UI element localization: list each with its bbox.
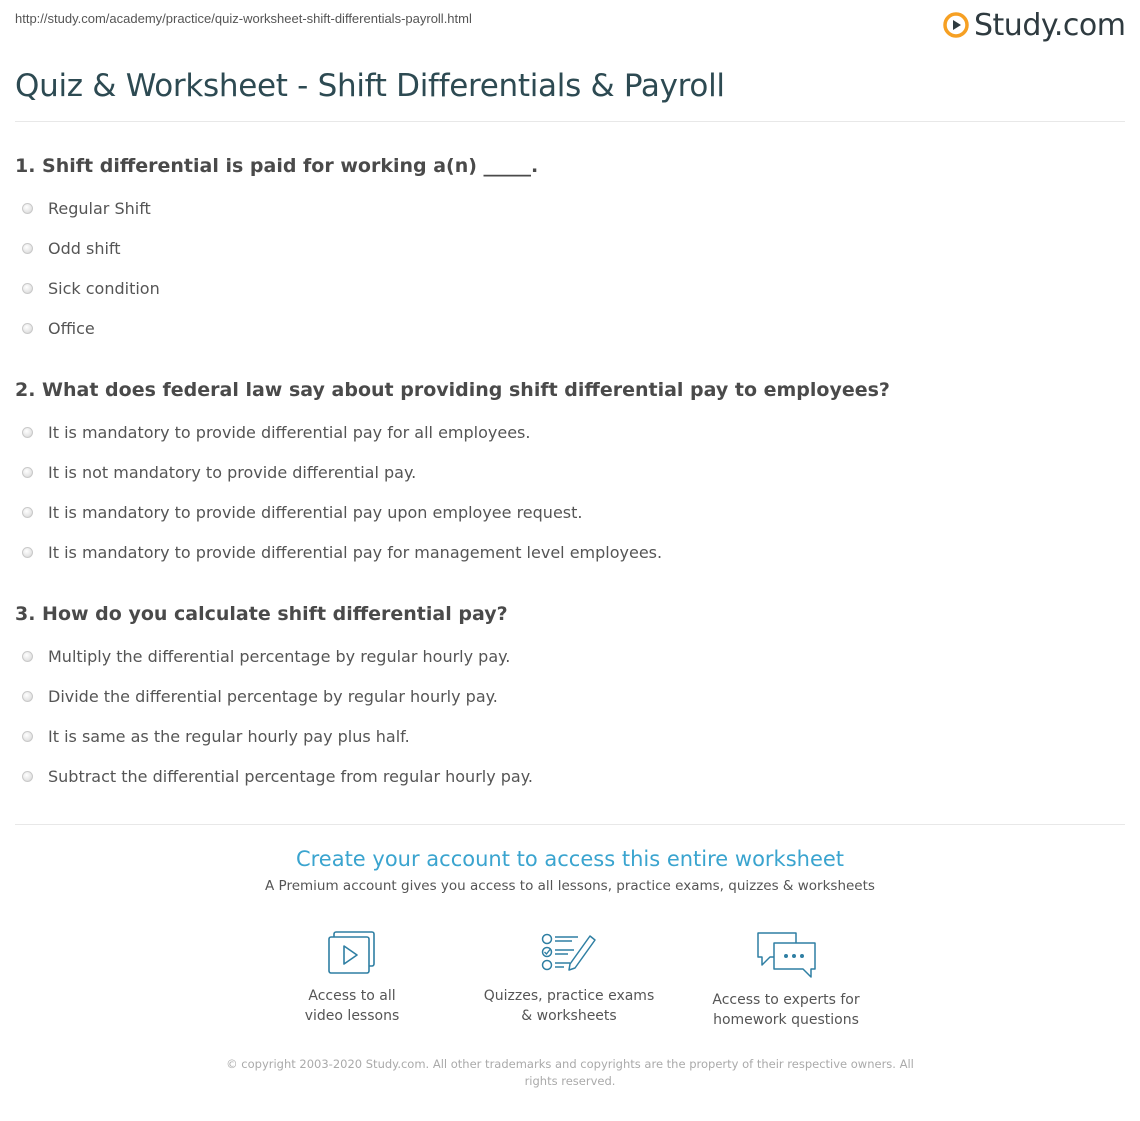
- chat-bubbles-icon: [754, 930, 818, 980]
- answer-label: Divide the differential percentage by regular hourly pay.: [48, 686, 498, 706]
- radio-button[interactable]: [22, 547, 33, 558]
- radio-button[interactable]: [22, 731, 33, 742]
- answer-label: It is not mandatory to provide differential pay.: [48, 462, 417, 482]
- feature-label: Access to experts for homework questions: [712, 992, 860, 1028]
- play-circle-icon: [943, 12, 969, 38]
- video-lessons-icon: [326, 930, 378, 976]
- study-logo[interactable]: [943, 5, 1125, 45]
- answer-label: It is mandatory to provide differential pay upon employee request.: [48, 502, 583, 522]
- answer-label: Multiply the differential percentage by regular hourly pay.: [48, 646, 511, 666]
- radio-button[interactable]: [22, 771, 33, 782]
- answer-option[interactable]: [22, 725, 410, 747]
- feature-video-lessons: [252, 930, 452, 1026]
- radio-button[interactable]: [22, 507, 33, 518]
- copyright-notice: © copyright 2003-2020 Study.com. All other trademarks and copyrights are the property of their respective owners. All rights reserved.: [226, 1057, 914, 1088]
- create-account-link[interactable]: Create your account to access this entire worksheet: [295, 847, 845, 871]
- feature-quizzes: [469, 930, 669, 1026]
- radio-button[interactable]: [22, 243, 33, 254]
- answer-label: It is mandatory to provide differential pay for management level employees.: [48, 542, 663, 562]
- answer-label: Subtract the differential percentage from regular hourly pay.: [48, 766, 533, 786]
- answer-option[interactable]: [22, 685, 498, 707]
- answer-option[interactable]: [22, 541, 662, 563]
- answer-option[interactable]: [22, 421, 530, 443]
- answer-label: It is mandatory to provide differential pay for all employees.: [48, 422, 531, 442]
- answer-label: Office: [48, 318, 95, 338]
- page-title: Quiz & Worksheet - Shift Differentials & Payroll: [15, 68, 725, 104]
- radio-button[interactable]: [22, 467, 33, 478]
- page-url: http://study.com/academy/practice/quiz-worksheet-shift-differentials-payroll.html: [15, 11, 472, 26]
- answer-option[interactable]: [22, 317, 95, 339]
- radio-button[interactable]: [22, 691, 33, 702]
- feature-experts: [686, 930, 886, 1030]
- logo-text: Study.com: [974, 7, 1126, 43]
- answer-option[interactable]: [22, 197, 151, 219]
- premium-description: A Premium account gives you access to all lessons, practice exams, quizzes & worksheets: [265, 878, 875, 894]
- question-2: 2. What does federal law say about providing shift differential pay to employees?: [15, 379, 890, 401]
- feature-label: Access to all video lessons: [304, 988, 400, 1024]
- question-3: 3. How do you calculate shift differential pay?: [15, 603, 508, 625]
- question-1: 1. Shift differential is paid for working a(n) _____.: [15, 155, 539, 177]
- answer-option[interactable]: [22, 461, 416, 483]
- radio-button[interactable]: [22, 323, 33, 334]
- divider: [15, 121, 1125, 122]
- answer-label: Regular Shift: [48, 198, 151, 218]
- answer-option[interactable]: [22, 645, 510, 667]
- answer-option[interactable]: [22, 237, 121, 259]
- answer-label: It is same as the regular hourly pay plus half.: [48, 726, 410, 746]
- divider: [15, 824, 1125, 825]
- quiz-checklist-icon: [540, 930, 598, 976]
- radio-button[interactable]: [22, 651, 33, 662]
- answer-option[interactable]: [22, 765, 533, 787]
- radio-button[interactable]: [22, 427, 33, 438]
- radio-button[interactable]: [22, 283, 33, 294]
- radio-button[interactable]: [22, 203, 33, 214]
- feature-label: Quizzes, practice exams & worksheets: [483, 988, 655, 1024]
- answer-option[interactable]: [22, 501, 582, 523]
- answer-option[interactable]: [22, 277, 160, 299]
- answer-label: Sick condition: [48, 278, 160, 298]
- answer-label: Odd shift: [48, 238, 121, 258]
